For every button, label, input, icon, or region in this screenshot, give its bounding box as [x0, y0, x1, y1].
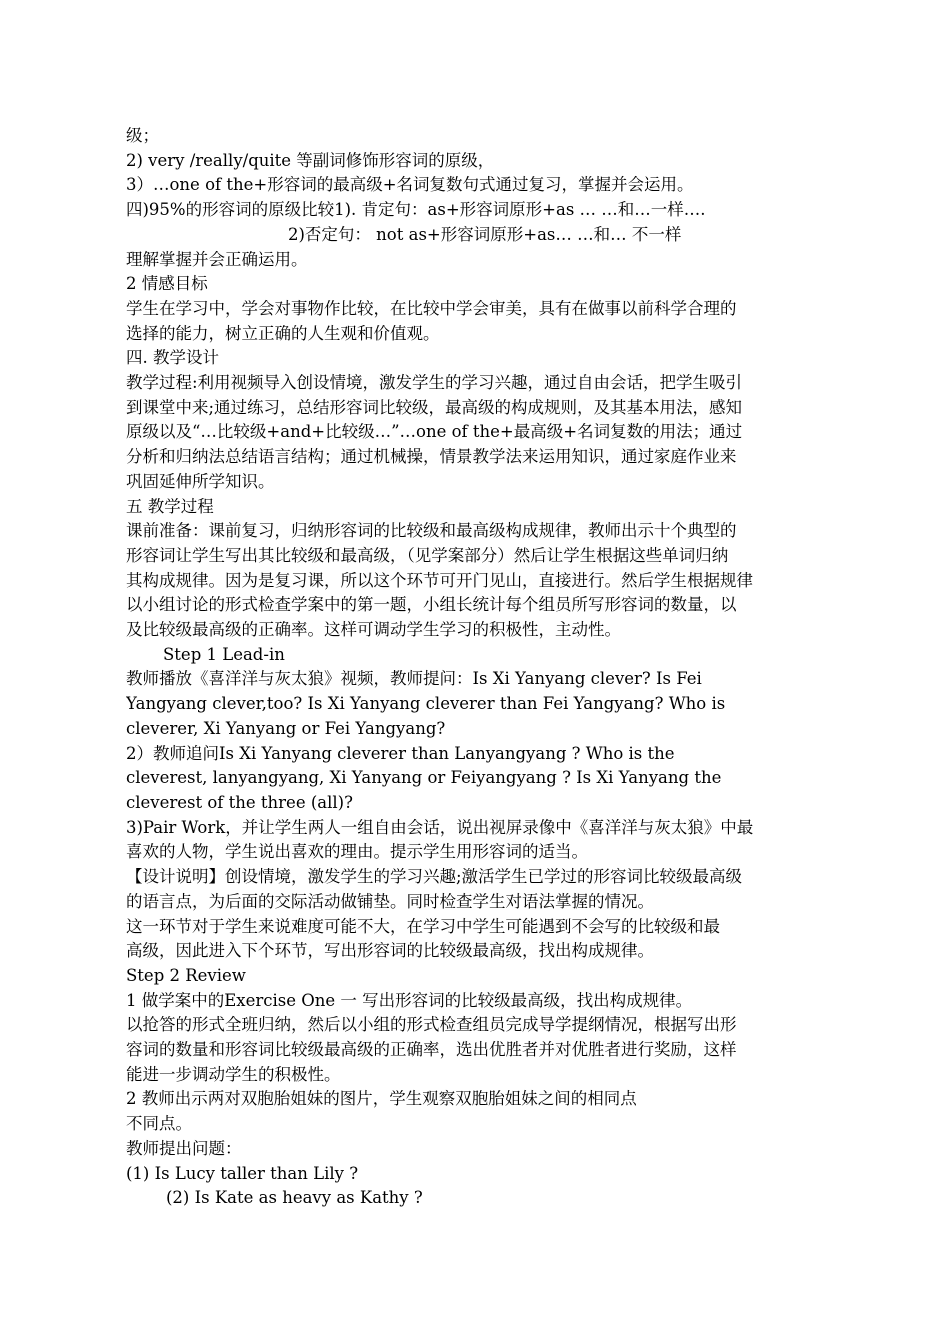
- section-heading: 五 教学过程: [126, 496, 214, 516]
- text-line: 不同点。: [126, 1114, 192, 1134]
- text-line: 以小组讨论的形式检查学案中的第一题，小组长统计每个组员所写形容词的数量，以: [126, 595, 737, 615]
- step-heading: Step 1 Lead-in: [163, 644, 285, 664]
- question-item: (1) Is Lucy taller than Lily ?: [126, 1163, 359, 1183]
- text-line: 高级，因此进入下个环节，写出形容词的比较级最高级，找出构成规律。: [126, 941, 654, 961]
- step-heading: Step 2 Review: [126, 965, 246, 985]
- text-line: 理解掌握并会正确运用。: [126, 249, 308, 269]
- text-line: 的语言点，为后面的交际活动做铺垫。同时检查学生对语法掌握的情况。: [126, 891, 654, 911]
- text-line: 容词的数量和形容词比较级最高级的正确率，选出优胜者并对优胜者进行奖励，这样: [126, 1040, 737, 1060]
- text-line: cleverest, lanyangyang, Xi Yanyang or Feiyangyang ? Is Xi Yanyang the: [126, 768, 722, 788]
- text-line: 原级以及“…比较级+and+比较级…”…one of the+最高级+名词复数的用法；通过: [126, 422, 743, 442]
- text-line: 2）教师追问Is Xi Yanyang cleverer than Lanyangyang ? Who is the: [126, 743, 675, 763]
- text-line: 课前准备：课前复习，归纳形容词的比较级和最高级构成规律，教师出示十个典型的: [126, 521, 737, 541]
- section-heading: 2 情感目标: [126, 274, 208, 294]
- text-line: 2 教师出示两对双胞胎姐妹的图片，学生观察双胞胎姐妹之间的相同点: [126, 1089, 637, 1109]
- text-line: 形容词让学生写出其比较级和最高级，（见学案部分）然后让学生根据这些单词归纳: [126, 545, 729, 565]
- text-line: 教师提出问题：: [126, 1138, 242, 1158]
- text-line: 以抢答的形式全班归纳，然后以小组的形式检查组员完成导学提纲情况，根据写出形: [126, 1015, 737, 1035]
- text-line: 能进一步调动学生的积极性。: [126, 1064, 341, 1084]
- text-line: 学生在学习中，学会对事物作比较，在比较中学会审美，具有在做事以前科学合理的: [126, 298, 737, 318]
- text-line: 巩固延伸所学知识。: [126, 471, 275, 491]
- text-line: 2) very /really/quite 等副词修饰形容词的原级，: [126, 150, 495, 170]
- text-line: 四)95%的形容词的原级比较1). 肯定句：as+形容词原形+as … …和…一样….: [126, 200, 706, 220]
- text-line: cleverest of the three (all)?: [126, 792, 353, 812]
- text-line: 1 做学案中的Exercise One 一 写出形容词的比较级最高级，找出构成规律。: [126, 990, 693, 1010]
- text-line: 3）…one of the+形容词的最高级+名词复数句式通过复习，掌握并会运用。: [126, 175, 694, 195]
- text-line: 喜欢的人物，学生说出喜欢的理由。提示学生用形容词的适当。: [126, 842, 588, 862]
- text-line: 其构成规律。因为是复习课，所以这个环节可开门见山，直接进行。然后学生根据规律: [126, 570, 753, 590]
- document-page: [126, 124, 826, 1211]
- text-line: 2)否定句： not as+形容词原形+as… …和… 不一样: [288, 224, 682, 244]
- text-line: 及比较级最高级的正确率。这样可调动学生学习的积极性，主动性。: [126, 620, 621, 640]
- text-line: 这一环节对于学生来说难度可能不大，在学习中学生可能遇到不会写的比较级和最: [126, 916, 720, 936]
- text-line: cleverer, Xi Yanyang or Fei Yangyang?: [126, 718, 446, 738]
- section-heading: 四. 教学设计: [126, 348, 219, 368]
- text-line: 选择的能力，树立正确的人生观和价值观。: [126, 323, 440, 343]
- text-line: 教师播放《喜洋洋与灰太狼》视频，教师提问：Is Xi Yanyang clever? Is Fei: [126, 669, 702, 689]
- text-line: 到课堂中来;通过练习，总结形容词比较级，最高级的构成规则，及其基本用法，感知: [126, 397, 743, 417]
- text-line: 分析和归纳法总结语言结构；通过机械操，情景教学法来运用知识，通过家庭作业来: [126, 447, 737, 467]
- text-line: 教学过程:利用视频导入创设情境，激发学生的学习兴趣，通过自由会话，把学生吸引: [126, 373, 743, 393]
- text-line: 3)Pair Work，并让学生两人一组自由会话，说出视屏录像中《喜洋洋与灰太狼》中最: [126, 817, 754, 837]
- text-line: Yangyang clever,too? Is Xi Yanyang cleverer than Fei Yangyang? Who is: [126, 694, 726, 714]
- text-line: 【设计说明】创设情境，激发学生的学习兴趣;激活学生已学过的形容词比较级最高级: [126, 867, 743, 887]
- text-line: 级；: [126, 126, 159, 145]
- question-item: (2) Is Kate as heavy as Kathy ?: [166, 1188, 423, 1208]
